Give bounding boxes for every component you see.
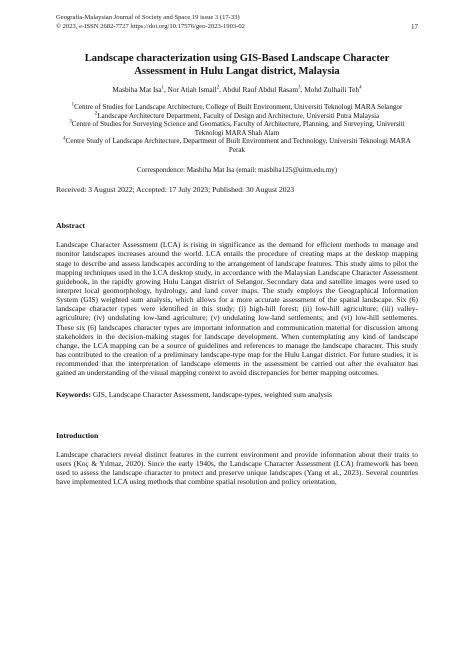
abstract-body: Landscape Character Assessment (LCA) is rising in significance as the demand for efficient methods to manage and monitor landscapes increases around the world. LCA entails the procedure of creating maps at the desktop mapping stage to describe and assess landscapes according to the arrangement of landscape features. This study aims to pilot the mapping techniques used in the LCA desktop study, in accordance with the Malaysian Landscape Character Assessment guidebook, in the rapidly growing Hulu Langat district of Selangor. Secondary data and satellite images were used to interpret local geomorphology, hydrology, and land cover maps. The study employs the Geographical Information System (GIS) weighted sum analysis, which allows for a more accurate assessment of the spatial landscape. Six (6) landscape character types were identified in this study; (i) high-hill forest; (ii) low-hill agriculture; (iii) valley-agriculture; (iv) undulating low-land agriculture; (v) undulating low-land settlements; and (vi) low-hill settlements. These six (6) landscapes character types are important information and communication material for discussion among stakeholders in the decision-making stages for landscape development. When contemplating any kind of landscape change, the LCA mapping can be a source of guidelines and references to manage the landscape character. This study has contributed to the creation of a preliminary landscape-type map for the Hulu Langat district. For future studies, it is recommended that the interpretation of landscape elements in the assessment be carried out after the evaluator has gained an understanding of the visual mapping context to avoid discrepancies for better mapping outcomes. [56, 240, 418, 378]
running-header [56, 14, 418, 31]
doi-line: © 2023, e-ISSN 2682-7727 https://doi.org/10.17576/geo-2023-1903-02 [56, 22, 245, 30]
introduction-body: Landscape characters reveal distinct features in the current environment and provide information about their traits to users (Koç & Yılmaz, 2020). Since the early 1940s, the Landscape Character Assessment (LCA) framework has been used to assess the landscape character to protect and preserve unique landscapes (Yang et al., 2023). Several countries have implemented LCA using methods that combine spatial resolution and policy orientation, [56, 449, 418, 486]
page-number: 17 [411, 23, 418, 31]
author-list [56, 85, 418, 94]
affiliation: $^2$Landscape Architecture Department, Faculty of Design and Architecture, Universiti Putra Malaysia [94, 111, 380, 120]
correspondence: Correspondence: Masbiha Mat Isa (email: masbiha125@uitm.edu.my) [136, 166, 338, 175]
author: Nor Atiah Ismail$^2$, [167, 85, 223, 95]
abstract-heading: Abstract [56, 221, 86, 231]
keywords-label: Keywords: [56, 389, 91, 399]
author: Mohd Zulhaili Teh$^4$ [304, 85, 362, 95]
journal-line: Geografia-Malaysian Journal of Society and Space 19 issue 3 (17-33) [56, 14, 240, 21]
introduction-heading: Introduction [56, 430, 99, 440]
affiliation: $^4$Centre Study of Landscape Architecture, Department of Built Environment and Technology, Universiti Teknologi MARA Perak [63, 136, 411, 154]
paper-title: Landscape characterization using GIS-Based Landscape Character Assessment in Hulu Langat district, Malaysia [84, 53, 390, 78]
keywords-text: GIS, Landscape Character Assessment, landscape-types, weighted sum analysis [91, 389, 332, 399]
affiliation-list [56, 103, 418, 154]
affiliation: $^1$Centre of Studies for Landscape Architecture, College of Built Environment, Universiti Teknologi MARA Selangor [71, 102, 403, 112]
author: Masbiha Mat Isa$^1$, [112, 85, 168, 95]
keywords [56, 390, 418, 399]
affiliation: $^3$Centre of Studies for Surveying Science and Geomatics, Faculty of Architecture, Planning, and Surveying, Universiti Teknologi MARA Shah Alam [69, 119, 405, 137]
publication-dates: Received: 3 August 2022; Accepted: 17 July 2023; Published: 30 August 2023 [56, 185, 295, 195]
author: Abdul Rauf Abdul Rasam$^3$, [222, 85, 305, 95]
